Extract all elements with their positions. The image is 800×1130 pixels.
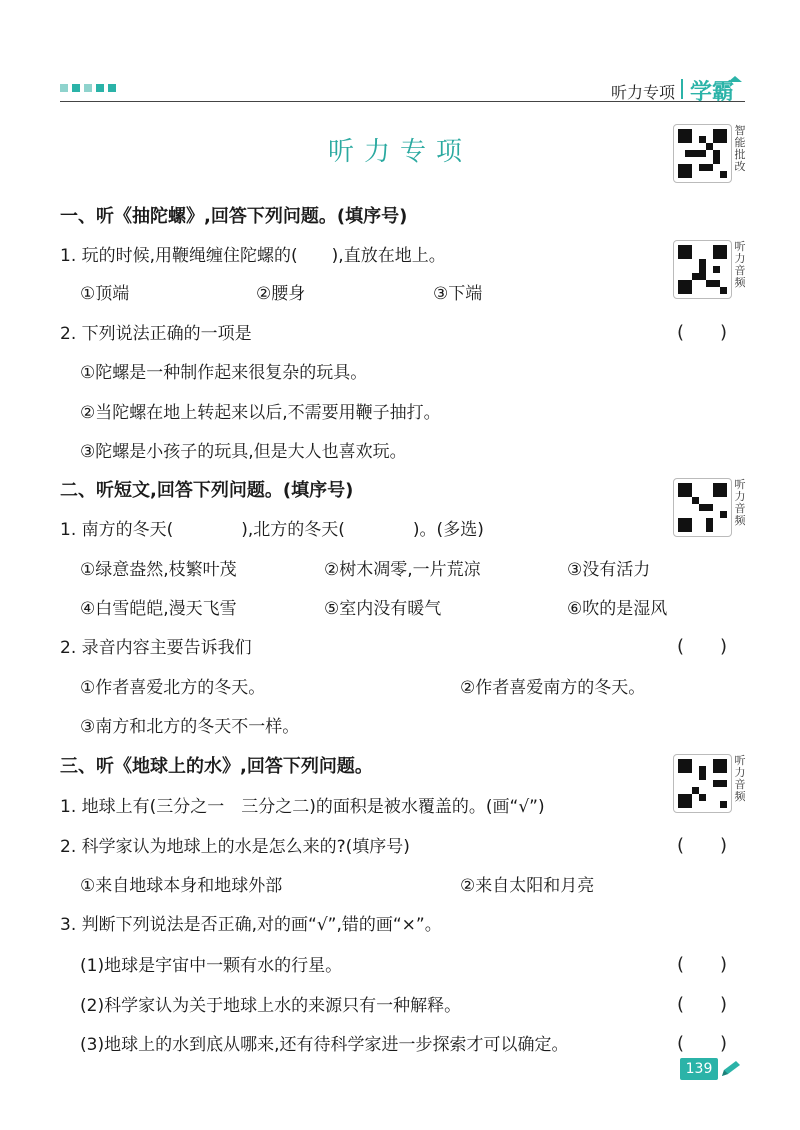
answer-blank[interactable]: ( ) — [677, 636, 728, 657]
page-number-badge — [680, 1058, 744, 1080]
option: ③没有活力 — [567, 560, 651, 580]
header-square — [108, 84, 116, 92]
qr-label: 听力音频 — [734, 754, 746, 803]
header-square — [60, 84, 68, 92]
answer-blank[interactable]: ( ) — [677, 322, 728, 343]
qr-code-audio-1[interactable] — [673, 240, 746, 299]
option: ①顶端 — [80, 284, 130, 304]
judgement-item: (3)地球上的水到底从哪来,还有待科学家进一步探索才可以确定。 — [80, 1035, 569, 1055]
option: ④白雪皑皑,漫天飞雪 — [80, 599, 237, 619]
qr-code-icon — [678, 759, 727, 808]
qr-code-grading[interactable] — [673, 124, 746, 183]
section-heading-3: 三、听《地球上的水》,回答下列问题。 — [60, 756, 373, 777]
judgement-item: (2)科学家认为关于地球上水的来源只有一种解释。 — [80, 996, 462, 1016]
question-2-1-stem: 1. 南方的冬天( ),北方的冬天( )。(多选) — [60, 520, 484, 540]
header-divider — [681, 79, 683, 99]
judgement-item: (1)地球是宇宙中一颗有水的行星。 — [80, 956, 343, 976]
qr-code-audio-3[interactable] — [673, 754, 746, 813]
answer-blank[interactable]: ( ) — [677, 1033, 728, 1054]
answer-blank[interactable]: ( ) — [677, 994, 728, 1015]
page-title: 听力专项 — [327, 137, 472, 167]
qr-code-audio-2[interactable] — [673, 478, 746, 537]
option: ③南方和北方的冬天不一样。 — [80, 717, 300, 737]
question-1-2-stem: 2. 下列说法正确的一项是 — [60, 324, 252, 344]
answer-blank[interactable]: ( ) — [677, 954, 728, 975]
option: ①绿意盎然,枝繁叶茂 — [80, 560, 237, 580]
answer-blank[interactable]: ( ) — [677, 835, 728, 856]
graduation-cap-icon — [728, 76, 742, 82]
section-heading-1: 一、听《抽陀螺》,回答下列问题。(填序号) — [60, 206, 408, 227]
option: ①作者喜爱北方的冬天。 — [80, 678, 266, 698]
option: ⑥吹的是湿风 — [567, 599, 668, 619]
option: ②作者喜爱南方的冬天。 — [460, 678, 646, 698]
header-square — [72, 84, 80, 92]
qr-code-icon — [678, 483, 727, 532]
option: ②树木凋零,一片荒凉 — [324, 560, 481, 580]
qr-label: 智能批改 — [734, 124, 746, 173]
header-brand-logo: 学霸 — [689, 80, 734, 105]
option: ②腰身 — [256, 284, 306, 304]
question-3-1-stem: 1. 地球上有(三分之一 三分之二)的面积是被水覆盖的。(画“√”) — [60, 797, 545, 817]
qr-code-icon — [678, 245, 727, 294]
option: ⑤室内没有暖气 — [324, 599, 442, 619]
option: ③陀螺是小孩子的玩具,但是大人也喜欢玩。 — [80, 442, 407, 462]
question-2-2-stem: 2. 录音内容主要告诉我们 — [60, 638, 252, 658]
qr-label: 听力音频 — [734, 240, 746, 289]
pencil-icon — [720, 1060, 742, 1078]
option: ②当陀螺在地上转起来以后,不需要用鞭子抽打。 — [80, 403, 441, 423]
option: ③下端 — [433, 284, 483, 304]
option: ①来自地球本身和地球外部 — [80, 876, 283, 896]
question-3-2-stem: 2. 科学家认为地球上的水是怎么来的?(填序号) — [60, 837, 410, 857]
question-1-1-stem: 1. 玩的时候,用鞭绳缠住陀螺的( ),直放在地上。 — [60, 246, 446, 266]
header-square — [96, 84, 104, 92]
option: ①陀螺是一种制作起来很复杂的玩具。 — [80, 363, 368, 383]
qr-code-icon — [678, 129, 727, 178]
page-number: 139 — [680, 1058, 718, 1080]
option: ②来自太阳和月亮 — [460, 876, 595, 896]
question-3-3-stem: 3. 判断下列说法是否正确,对的画“√”,错的画“×”。 — [60, 915, 442, 935]
header-section-name: 听力专项 — [610, 83, 675, 102]
section-heading-2: 二、听短文,回答下列问题。(填序号) — [60, 480, 354, 501]
qr-label: 听力音频 — [734, 478, 746, 527]
header-decoration — [60, 84, 116, 92]
header-square — [84, 84, 92, 92]
